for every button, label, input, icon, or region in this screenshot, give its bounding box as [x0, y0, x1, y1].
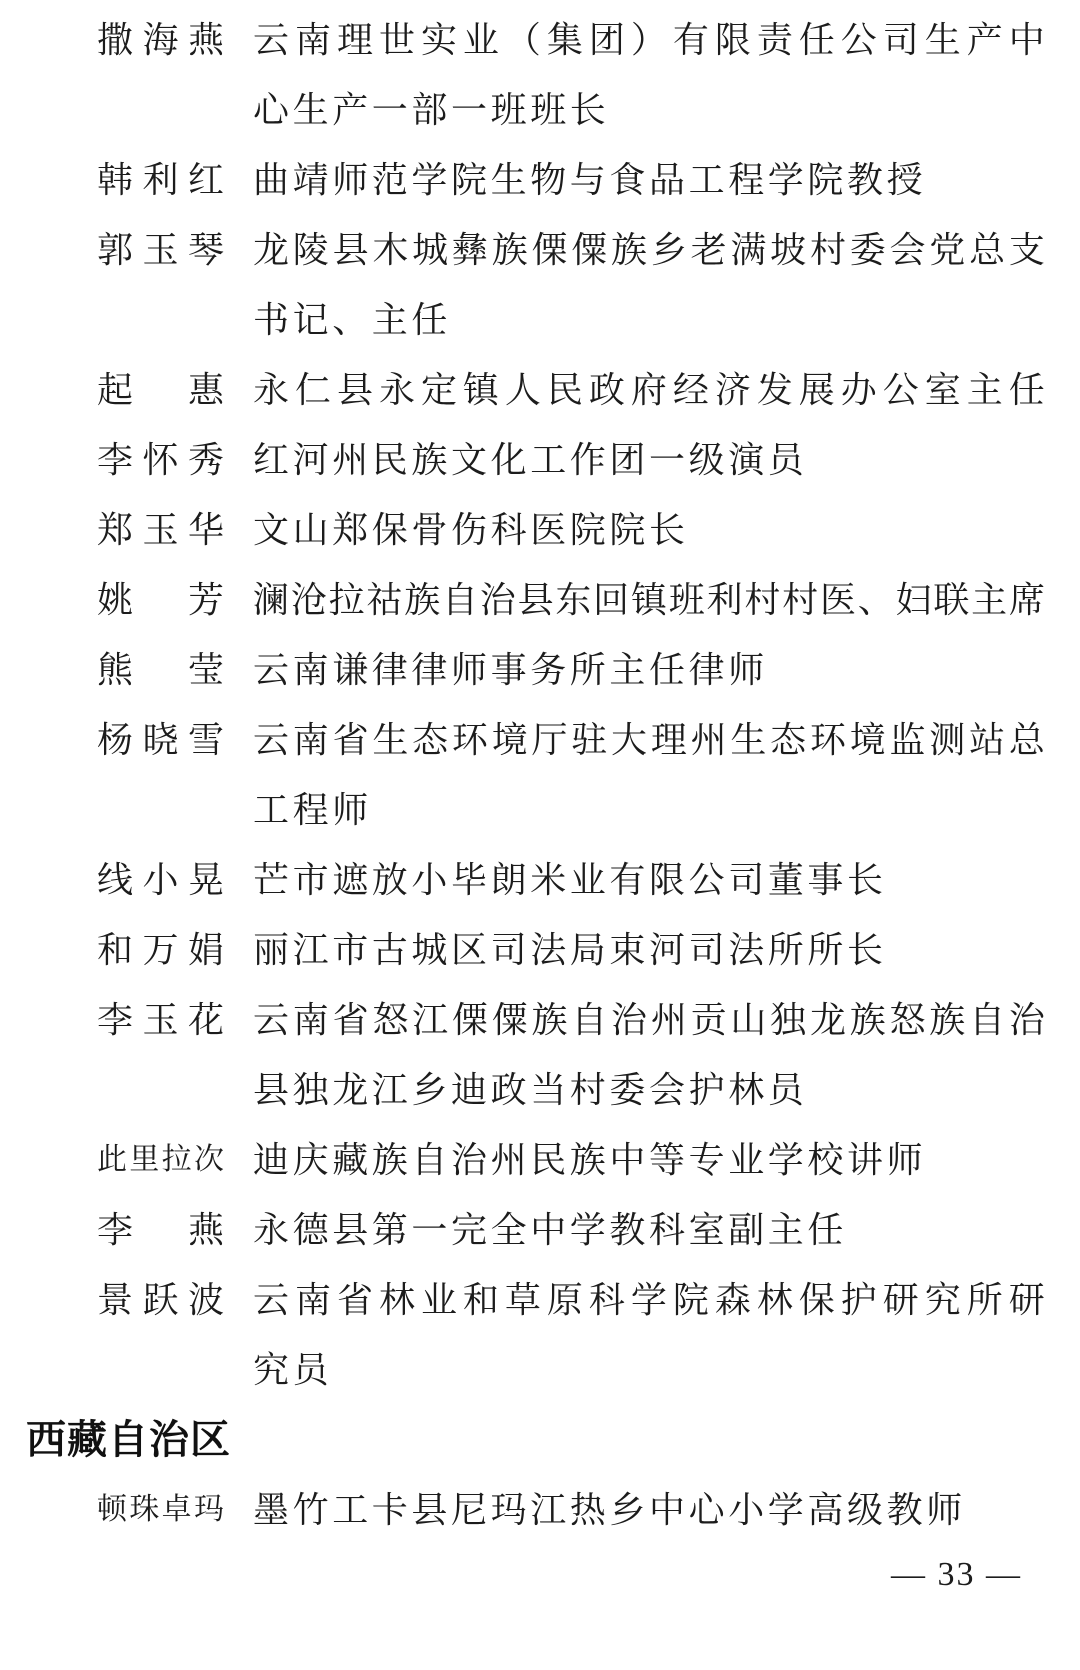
honoree-name: 李 怀 秀 [97, 440, 224, 480]
honoree-name: 韩 利 红 [97, 160, 224, 200]
title-line: 红河州民族文化工作团一级演员 [253, 440, 808, 480]
honoree-title [253, 425, 1045, 495]
title-line: 永德县第一完全中学教科室副主任 [253, 1210, 848, 1250]
honoree-title [253, 915, 1045, 985]
honoree-row [0, 1475, 1080, 1545]
honoree-row [0, 915, 1080, 985]
honoree-row [0, 845, 1080, 915]
honoree-row [0, 565, 1080, 635]
honoree-row [0, 425, 1080, 495]
honoree-row [0, 495, 1080, 565]
honoree-row [0, 145, 1080, 215]
honoree-title [253, 5, 1045, 145]
title-line: 墨竹工卡县尼玛江热乡中心小学高级教师 [253, 1490, 966, 1530]
honoree-row [0, 1125, 1080, 1195]
title-line: 丽江市古城区司法局束河司法所所长 [253, 930, 887, 970]
title-line: 芒市遮放小毕朗米业有限公司董事长 [253, 860, 887, 900]
section-heading-tibet: 西藏自治区 [26, 1418, 231, 1462]
honoree-name: 顿 珠 卓 玛 [97, 1493, 224, 1526]
honoree-title [253, 845, 1045, 915]
title-line: 云 南 省 怒 江 傈 僳 族 自 治 州 贡 山 独 龙 族 怒 族 自 治 [253, 1000, 1045, 1040]
honoree-title [253, 1265, 1045, 1405]
honoree-name: 熊 莹 [97, 650, 224, 690]
honoree-row [0, 985, 1080, 1125]
honoree-name: 此 里 拉 次 [97, 1143, 224, 1176]
honoree-name: 景 跃 波 [97, 1280, 224, 1320]
honoree-row [0, 5, 1080, 145]
honoree-row [0, 215, 1080, 355]
honoree-name: 郭 玉 琴 [97, 230, 224, 270]
title-line: 县独龙江乡迪政当村委会护林员 [253, 1070, 808, 1110]
title-line: 书记、主任 [253, 300, 452, 340]
title-line: 澜 沧 拉 祜 族 自 治 县 东 回 镇 班 利 村 村 医 、 妇 联 主 席 [253, 580, 1045, 620]
honoree-title [253, 1125, 1045, 1195]
title-line: 云 南 理 世 实 业 （ 集 团 ） 有 限 责 任 公 司 生 产 中 [253, 20, 1045, 60]
honoree-title [253, 565, 1045, 635]
honoree-title [253, 985, 1045, 1125]
honoree-name: 姚 芳 [97, 580, 224, 620]
honoree-row [0, 635, 1080, 705]
title-line: 工程师 [253, 790, 372, 830]
title-line: 云 南 省 林 业 和 草 原 科 学 院 森 林 保 护 研 究 所 研 [253, 1280, 1045, 1320]
title-line: 迪庆藏族自治州民族中等专业学校讲师 [253, 1140, 927, 1180]
honoree-title [253, 495, 1045, 565]
honoree-row [0, 1195, 1080, 1265]
honoree-name: 起 惠 [97, 370, 224, 410]
honoree-name: 李 玉 花 [97, 1000, 224, 1040]
honoree-title [253, 355, 1045, 425]
title-line: 龙 陵 县 木 城 彝 族 傈 僳 族 乡 老 满 坡 村 委 会 党 总 支 [253, 230, 1045, 270]
honoree-row [0, 705, 1080, 845]
honoree-title [253, 215, 1045, 355]
honoree-name: 杨 晓 雪 [97, 720, 224, 760]
honoree-title [253, 635, 1045, 705]
title-line: 文山郑保骨伤科医院院长 [253, 510, 689, 550]
honoree-name: 李 燕 [97, 1210, 224, 1250]
honoree-name: 撒 海 燕 [97, 20, 224, 60]
title-line: 云南谦律律师事务所主任律师 [253, 650, 768, 690]
page-number: — 33 — [891, 1556, 1022, 1593]
title-line: 曲靖师范学院生物与食品工程学院教授 [253, 160, 927, 200]
honoree-row [0, 355, 1080, 425]
honoree-title [253, 1195, 1045, 1265]
honoree-name: 和 万 娟 [97, 930, 224, 970]
honoree-row [0, 1265, 1080, 1405]
title-line: 心生产一部一班班长 [253, 90, 610, 130]
honoree-title [253, 705, 1045, 845]
honoree-title [253, 1475, 1045, 1545]
honoree-name: 线 小 晃 [97, 860, 224, 900]
honoree-name: 郑 玉 华 [97, 510, 224, 550]
title-line: 云 南 省 生 态 环 境 厅 驻 大 理 州 生 态 环 境 监 测 站 总 [253, 720, 1045, 760]
honoree-title [253, 145, 1045, 215]
title-line: 究员 [253, 1350, 333, 1390]
title-line: 永 仁 县 永 定 镇 人 民 政 府 经 济 发 展 办 公 室 主 任 [253, 370, 1045, 410]
